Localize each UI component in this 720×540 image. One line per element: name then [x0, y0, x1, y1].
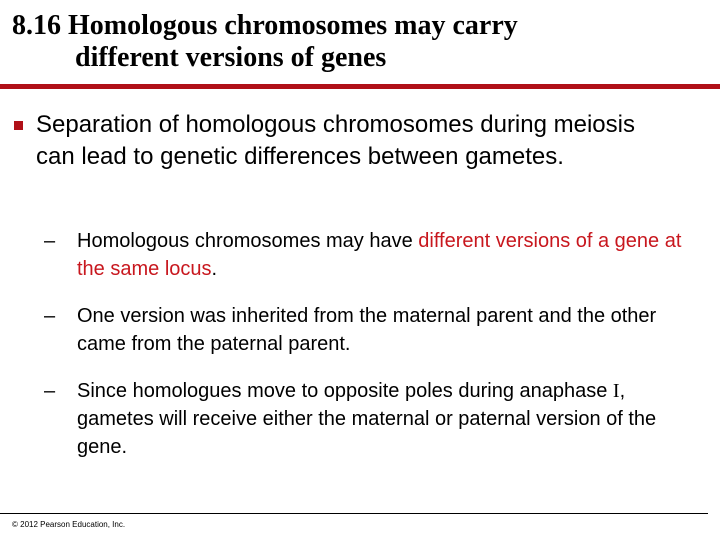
- sub-bullet-3-prefix: Since homologues move to opposite poles during anaphase: [77, 380, 613, 402]
- slide-title: [12, 10, 702, 74]
- title-divider: [0, 84, 720, 89]
- sub-bullet-3: [44, 377, 684, 461]
- sub-bullet-1: [44, 227, 684, 283]
- sub-bullet-3-numeral: I: [612, 380, 620, 402]
- sub-bullet-2: [44, 302, 684, 358]
- sub-bullet-1-prefix: Homologous chromosomes may have: [77, 230, 419, 252]
- square-bullet-icon: [14, 121, 23, 130]
- dash-bullet-icon: –: [44, 380, 56, 402]
- sub-bullet-1-suffix: .: [211, 258, 218, 280]
- footer-divider: [0, 513, 708, 514]
- main-bullet: [14, 109, 674, 173]
- main-bullet-text: Separation of homologous chromosomes during meiosis can lead to genetic differences between gametes.: [36, 111, 635, 170]
- sub-bullet-3-suffix: , gametes will receive either the maternal or paternal version of the gene.: [77, 380, 657, 458]
- sub-bullet-1-text: [77, 227, 684, 283]
- copyright-notice: © 2012 Pearson Education, Inc.: [12, 520, 126, 529]
- sub-bullet-3-text: [77, 377, 684, 461]
- title-line-1: 8.16 Homologous chromosomes may carry: [12, 10, 518, 41]
- title-line-2: different versions of genes: [75, 42, 387, 73]
- sub-bullet-2-text: One version was inherited from the maternal parent and the other came from the paternal parent.: [77, 305, 657, 355]
- sub-bullet-1-highlight: different versions of a gene at the same locus: [77, 230, 682, 280]
- dash-bullet-icon: –: [44, 305, 56, 327]
- dash-bullet-icon: –: [44, 230, 56, 252]
